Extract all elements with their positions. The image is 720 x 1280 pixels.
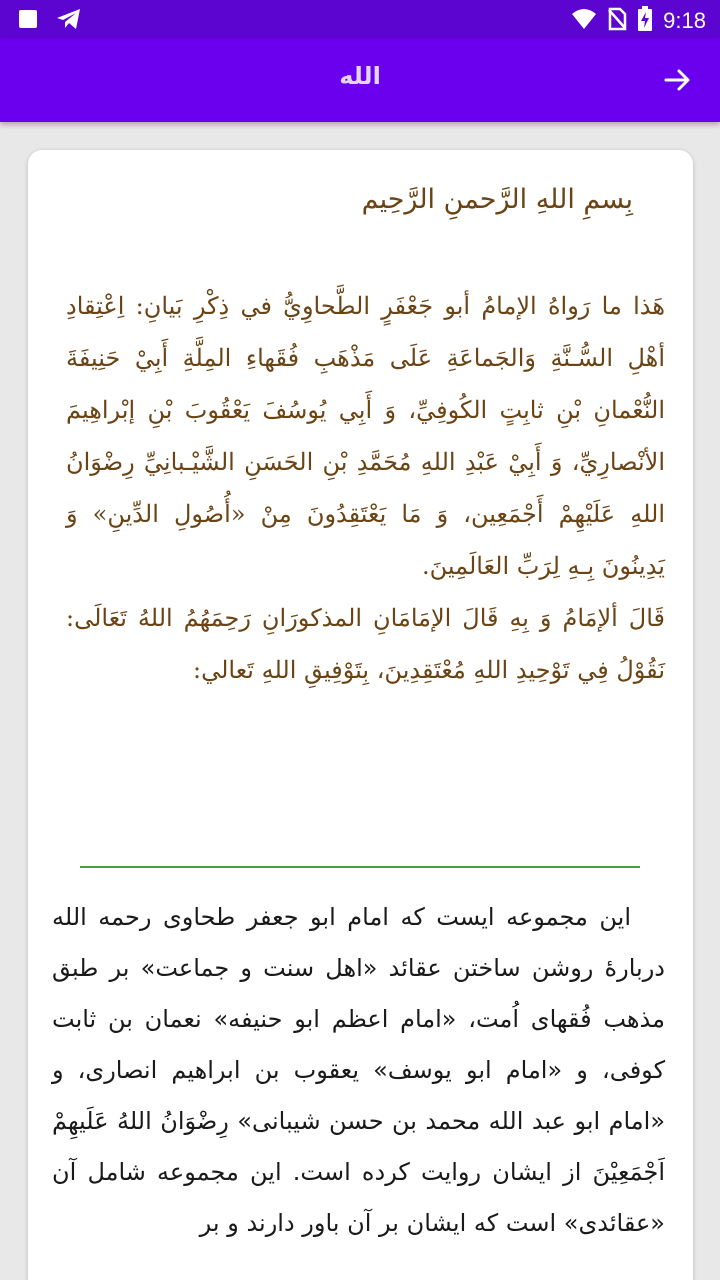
wifi-icon bbox=[571, 8, 597, 34]
arabic-paragraph-1: هَذا ما رَواهُ الإمامُ أبو جَعْفَرٍ الطَّحاوِيُّ في ذِكْرِ بَيانِ: اِعْتِقادِ أهْلِ السُّـنَّةِ وَالجَماعَةِ عَلَى مَذْهَبِ فُقَهاءِ المِلَّةِ أَبِيْ حَنِيفَةَ النُّعْمانِ بْنِ ثابِتٍ الكُوفِيِّ، وَ أَبِي يُوسُفَ يَعْقُوبَ بْنِ إبْراهِيمَ الأنْصارِيِّ، وَ أَبِيْ عَبْدِ اللهِ مُحَمَّدِ بْنِ الحَسَنِ الشَّيْـبانِيِّ رِضْوَانُ اللهِ عَلَيْهِمْ أَجْمَعِين، وَ مَا يَعْتَقِدُونَ مِنْ «أُصُولِ الدِّينِ» وَ يَدِينُونَ بِـهِ لِرَبِّ العَالَمِينَ. bbox=[66, 292, 665, 580]
app-bar bbox=[0, 38, 720, 122]
telegram-icon bbox=[56, 8, 82, 34]
status-time: 9:18 bbox=[663, 8, 706, 33]
page-title: الله bbox=[339, 62, 381, 90]
status-bar bbox=[0, 0, 720, 38]
persian-text bbox=[52, 892, 665, 1249]
basmala: بِسمِ اللهِ الرَّحمنِ الرَّحِيم bbox=[361, 184, 633, 215]
battery-charging-icon bbox=[637, 6, 653, 36]
persian-paragraph: این مجموعه ایست که امام ابو جعفر طحاوی رحمه الله دربارهٔ روشن ساختن عقائد «اهل سنت و جماعت» بر طبق مذهب فُقهای اُمت، «امام اعظم ابو حنیفه» نعمان بن ثابت کوفی، و «امام ابو یوسف» یعقوب بن ابراهیم انصاری، و «امام ابو عبد الله محمد بن حسن شیبانی» رِضْوَانُ اللهُ عَلَیهِمْ اَجْمَعِیْنَ از ایشان روایت کرده است. این مجموعه شامل آن «عقائدی» است که ایشان بر آن باور دارند و بر bbox=[52, 903, 665, 1237]
arrow-right-icon bbox=[662, 64, 694, 96]
square-notification-icon bbox=[18, 9, 38, 33]
arabic-text bbox=[66, 280, 665, 696]
divider bbox=[80, 866, 640, 868]
no-sim-icon bbox=[607, 7, 627, 35]
back-button[interactable] bbox=[662, 64, 694, 96]
content-card bbox=[28, 150, 693, 1280]
arabic-paragraph-2: قَالَ ألإمَامُ وَ بِهِ قَالَ الإمَامَانِ المذكورَانِ رَحِمَهُمُ اللهُ تَعَالَى: نَقُوْلُ فِي تَوْحِيدِ اللهِ مُعْتَقِدِينَ، بِتَوْفِيقِ اللهِ تَعالي: bbox=[66, 604, 665, 684]
